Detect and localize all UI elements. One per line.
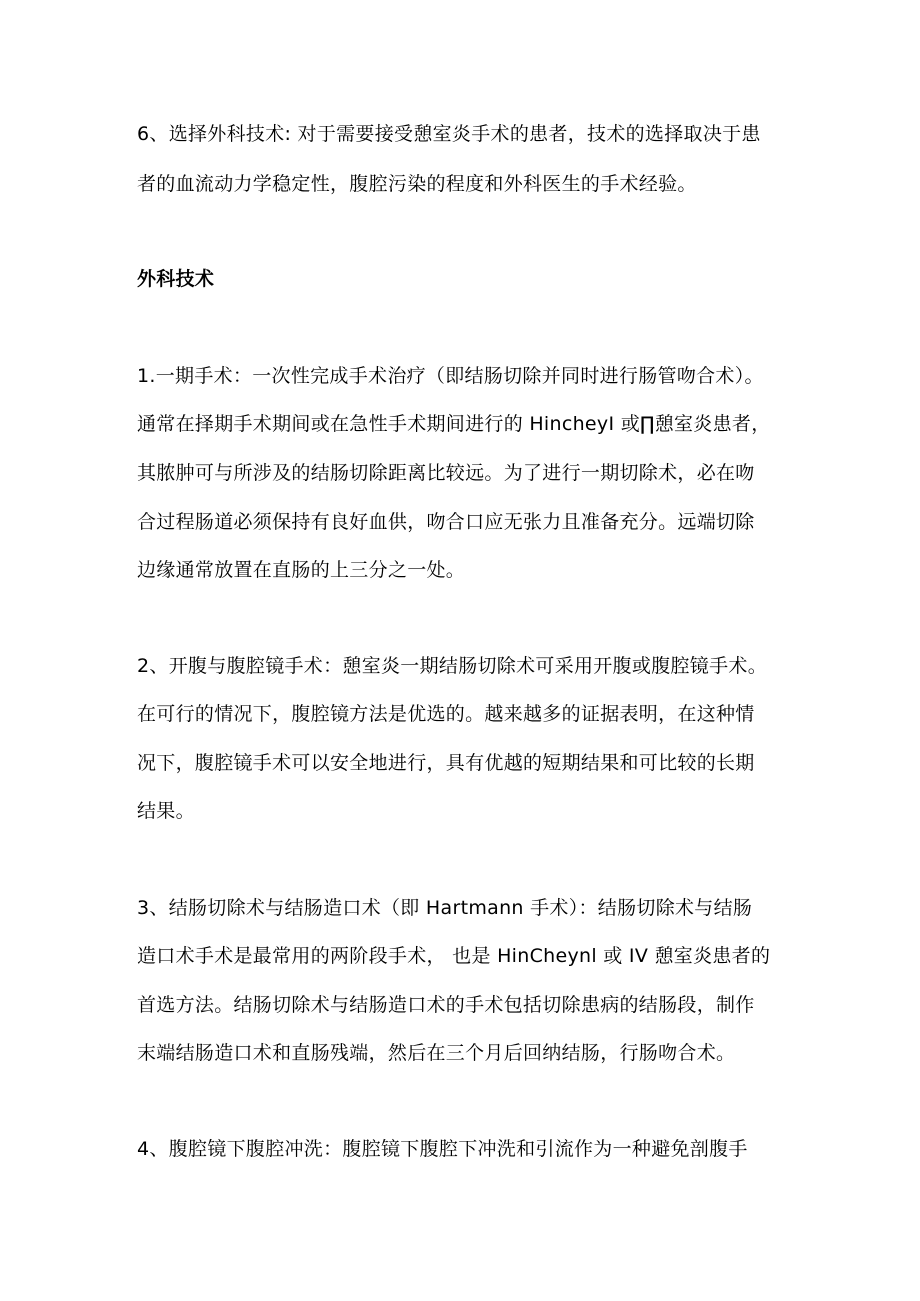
item2-line-4: 结果。 [137, 800, 195, 822]
item2-line-1: 2、开腹与腹腔镜手术：憩室炎一期结肠切除术可采用开腹或腹腔镜手术。 [137, 655, 767, 677]
item2-line-2: 在可行的情况下，腹腔镜方法是优选的。越来越多的证据表明，在这种情 [137, 703, 755, 725]
item1-line-5: 边缘通常放置在直肠的上三分之一处。 [137, 559, 466, 581]
item3-line-2: 造口术手术是最常用的两阶段手术， 也是 HinCheynl 或 IV 憩室炎患者的 [137, 945, 771, 967]
intro-line-2: 者的血流动力学稳定性，腹腔污染的程度和外科医生的手术经验。 [137, 173, 697, 195]
intro-line-1: 6、选择外科技术: 对于需要接受憩室炎手术的患者，技术的选择取决于患 [137, 123, 761, 145]
item2-line-3: 况下，腹腔镜手术可以安全地进行，具有优越的短期结果和可比较的长期 [137, 752, 755, 774]
item4-line-1: 4、腹腔镜下腹腔冲洗：腹腔镜下腹腔下冲洗和引流作为一种避免剖腹手 [137, 1138, 748, 1160]
item1-line-1: 1.一期手术：一次性完成手术治疗（即结肠切除并同时进行肠管吻合术）。 [137, 365, 764, 387]
item3-line-3: 首选方法。结肠切除术与结肠造口术的手术包括切除患病的结肠段，制作 [137, 994, 755, 1016]
item1-line-3: 其脓肿可与所涉及的结肠切除距离比较远。为了进行一期切除术，必在吻 [137, 462, 755, 484]
item3-line-1: 3、结肠切除术与结肠造口术（即 Hartmann 手术）：结肠切除术与结肠 [137, 897, 753, 919]
item1-line-2: 通常在择期手术期间或在急性手术期间进行的 HincheyI 或∏憩室炎患者， [137, 413, 771, 435]
item3-line-4: 末端结肠造口术和直肠残端，然后在三个月后回纳结肠，行肠吻合术。 [137, 1042, 736, 1064]
section-heading: 外科技术 [137, 268, 215, 290]
item1-line-4: 合过程肠道必须保持有良好血供，吻合口应无张力且准备充分。远端切除 [137, 511, 755, 533]
